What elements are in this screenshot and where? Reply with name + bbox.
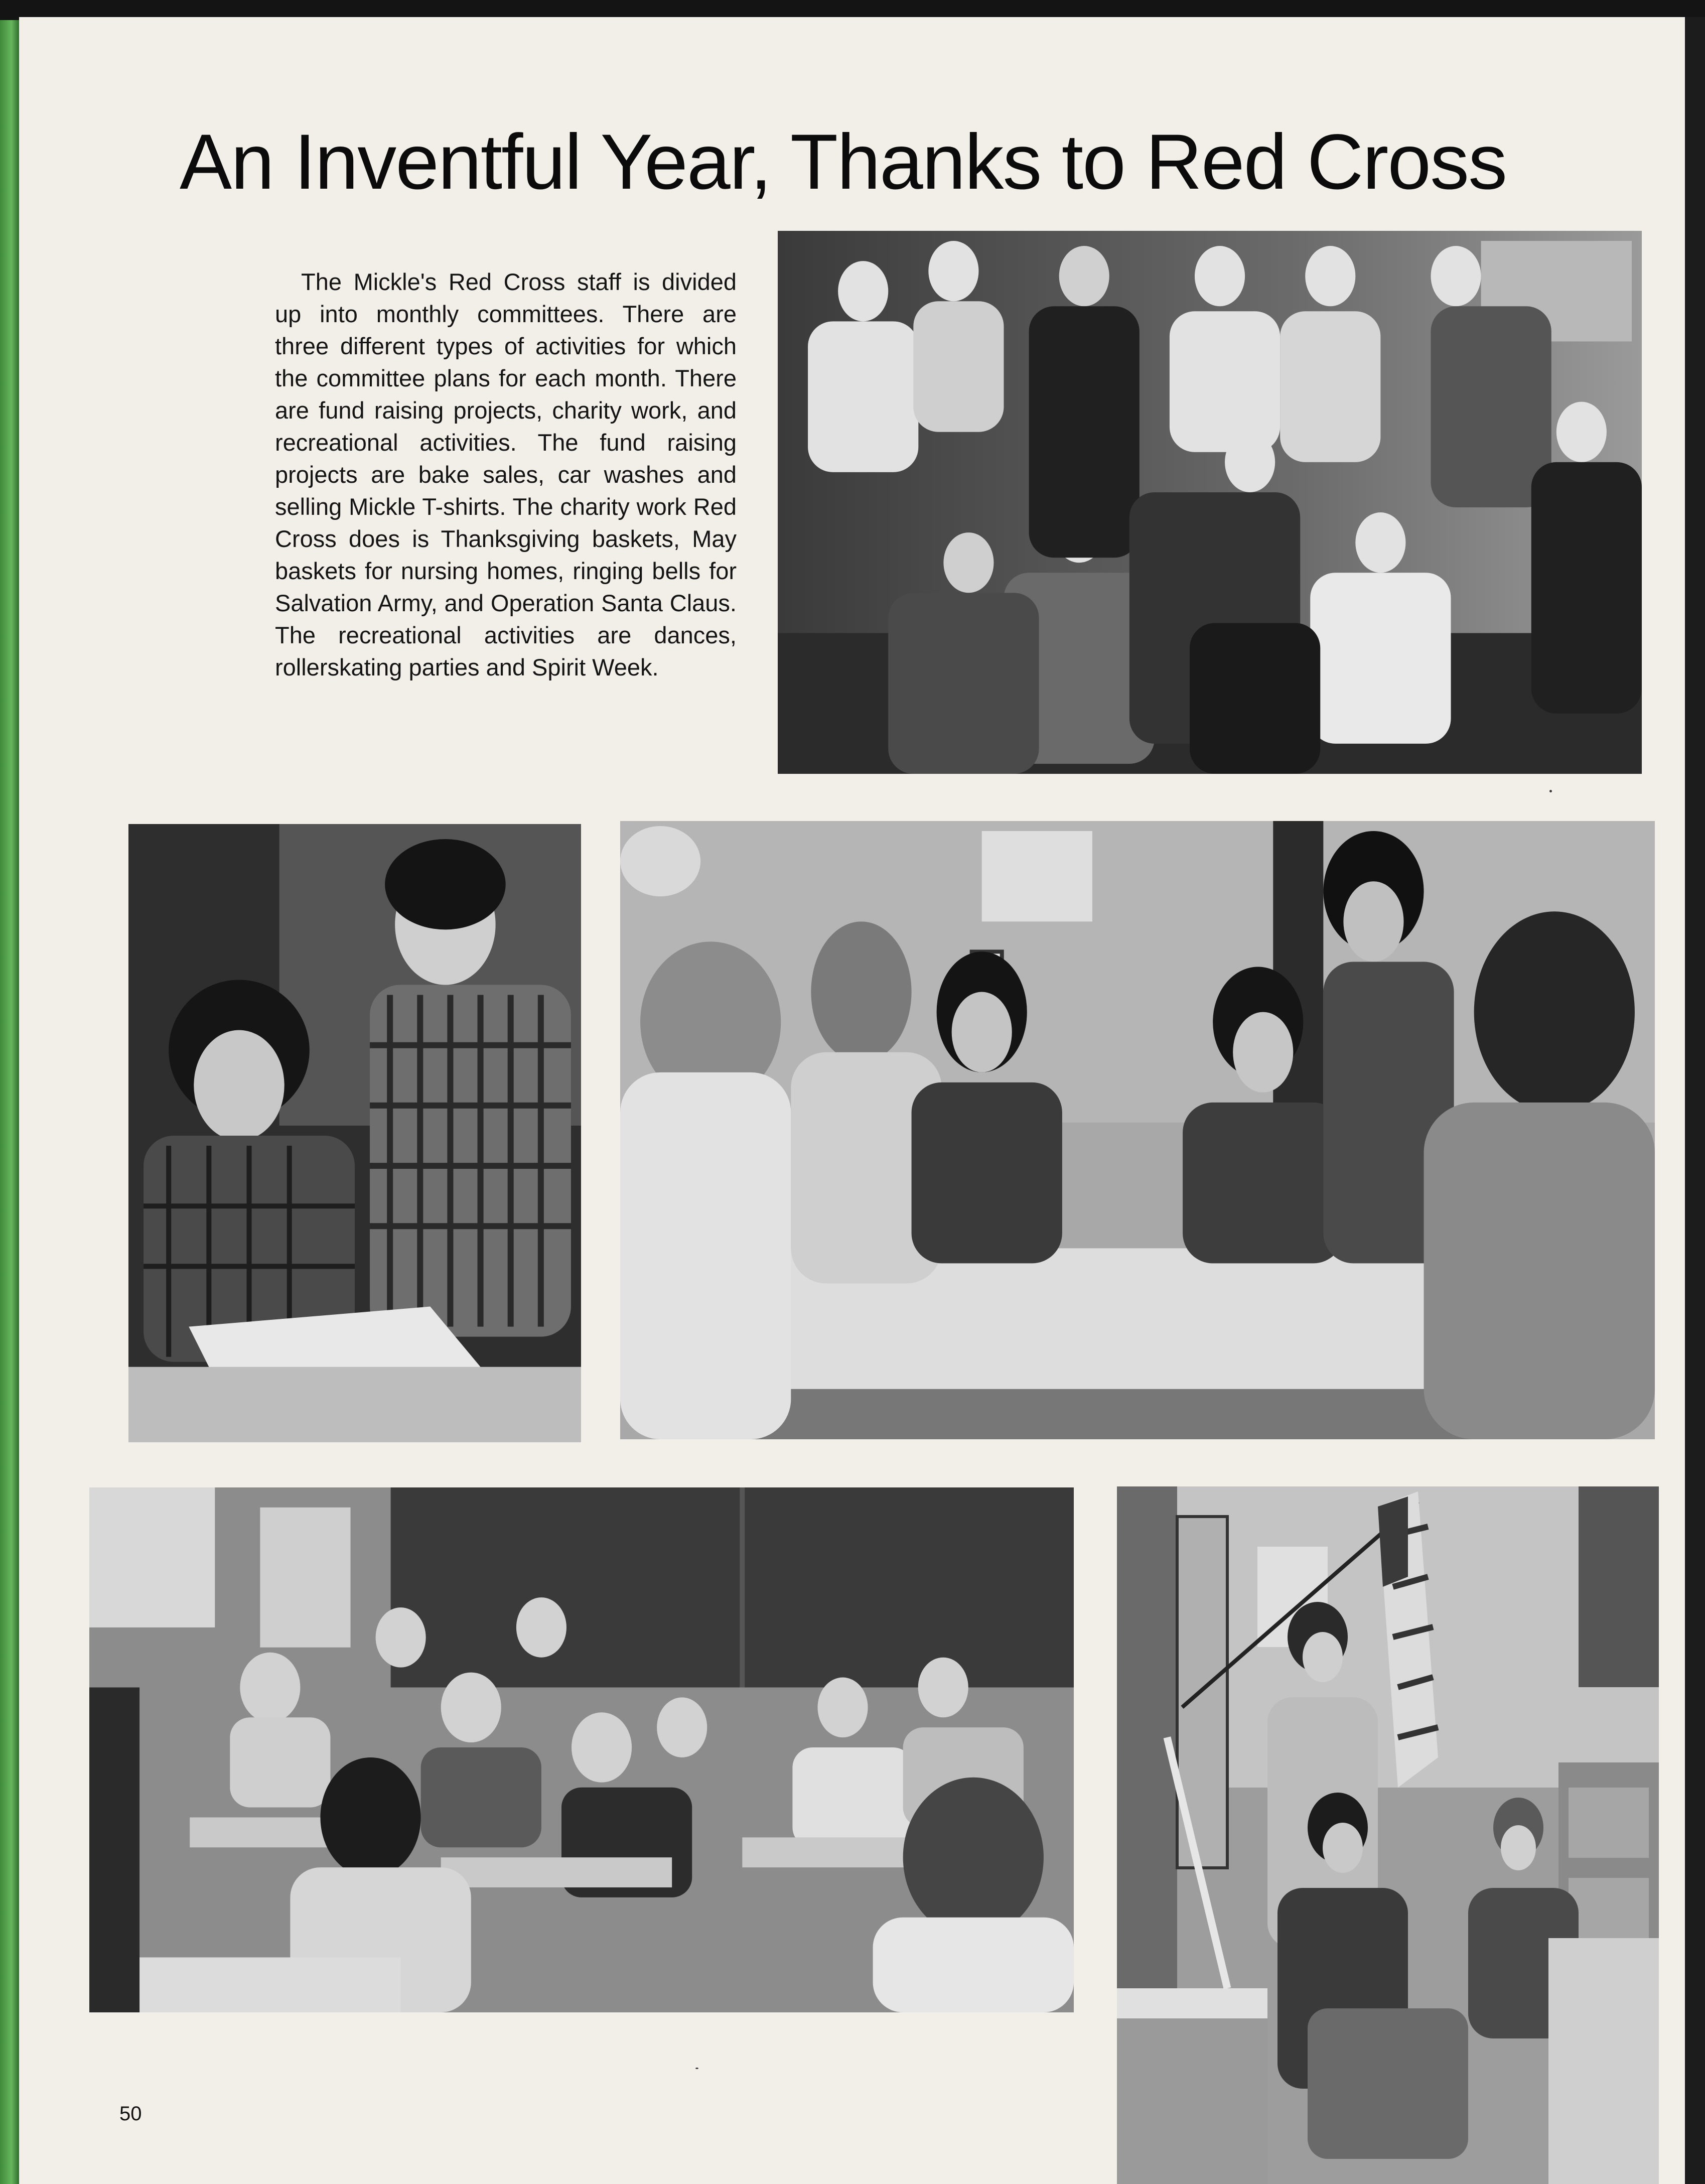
photo-two-boys xyxy=(128,824,581,1442)
green-spine-binding xyxy=(0,20,19,2184)
photo-group-portrait xyxy=(778,231,1642,774)
page-speck xyxy=(1549,790,1552,792)
page-number: 50 xyxy=(119,2103,142,2125)
page-headline: An Inventful Year, Thanks to Red Cross xyxy=(180,118,1507,206)
article-body-text: The Mickle's Red Cross staff is divided up into monthly committees. There are three different types of activities for which the committee plans for each month. There are fund raising projects, charity work, and recreational activities. The fund raising projects are bake sales, car washes and selling Mickle T-shirts. The charity work Red Cross does is Thanksgiving baskets, May baskets for nursing homes, ringing bells for Salvation Army, and Operation Santa Claus. The recreational activities are dances, rollerskating parties and Spirit Week. xyxy=(275,268,737,680)
photo-teacher-flag xyxy=(1117,1486,1659,2184)
photo-classroom xyxy=(89,1487,1074,2012)
photo-committee-meeting xyxy=(620,821,1655,1439)
page-edge-shadow xyxy=(1685,17,1705,2184)
page-speck xyxy=(695,2068,698,2069)
